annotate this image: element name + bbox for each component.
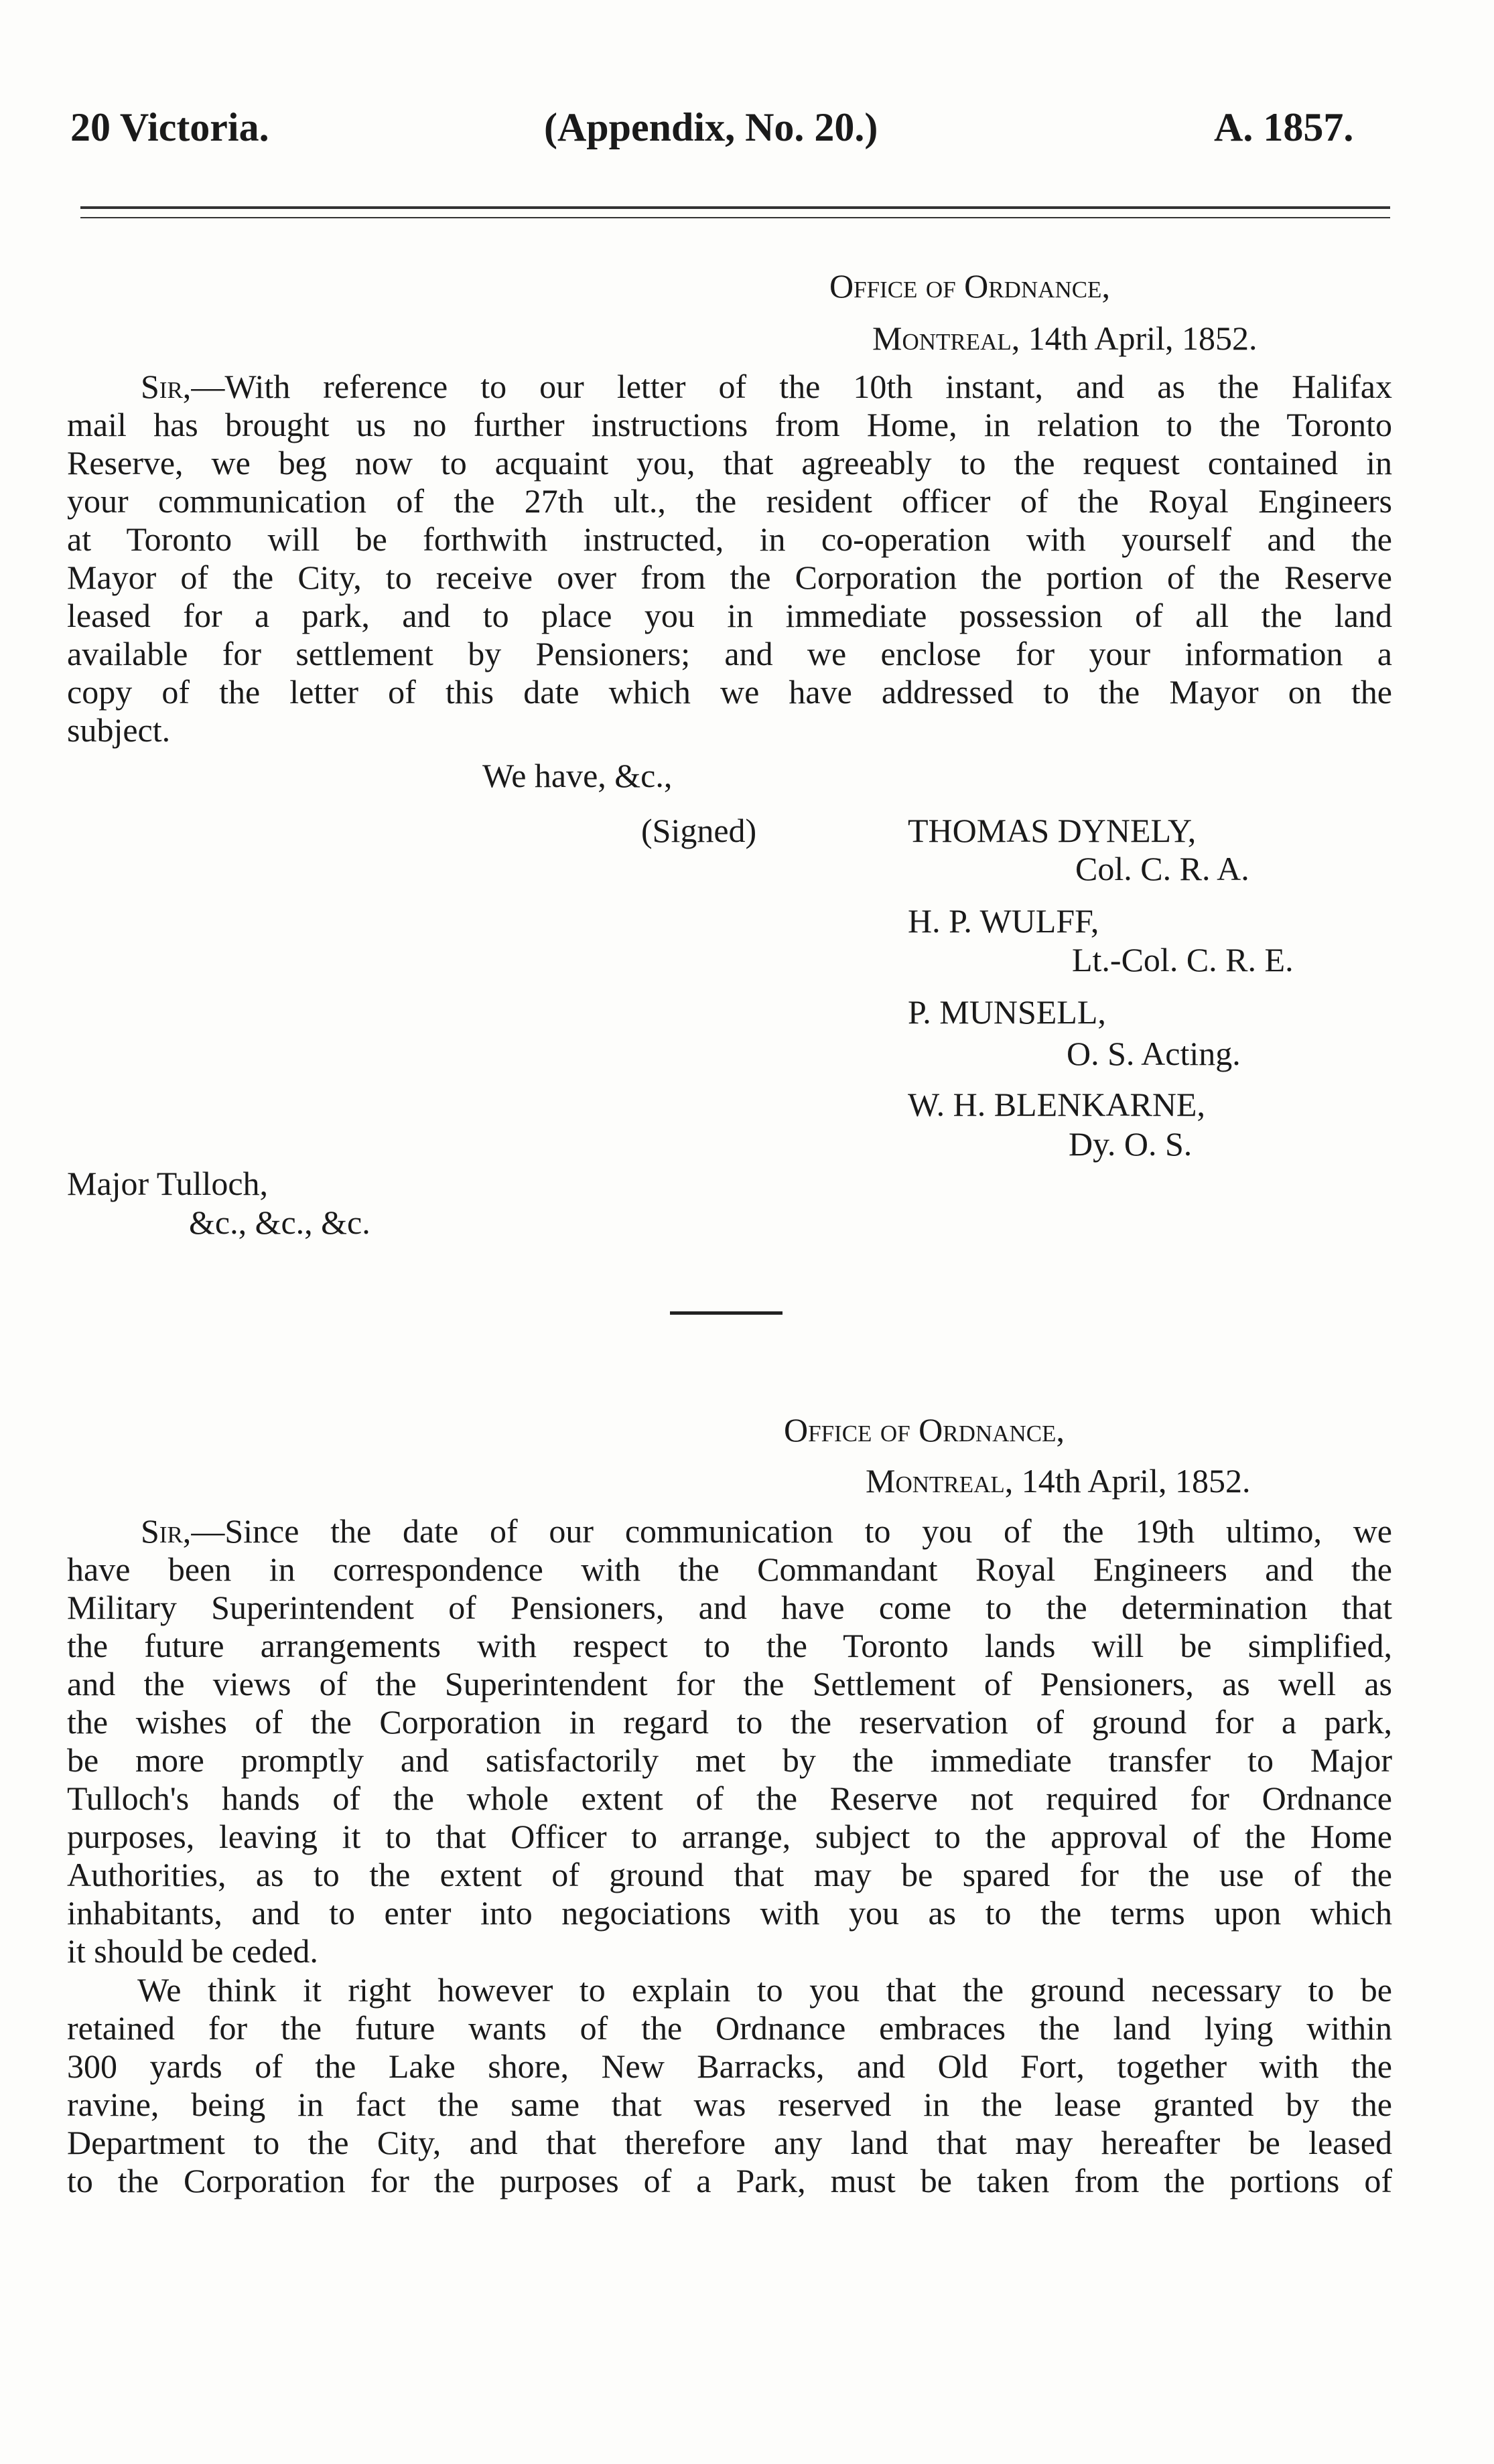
letter1-line: Mayor of the City, to receive over from the Corporation the portion of the Reserve: [67, 559, 1392, 596]
header-rule-thin: [80, 217, 1390, 218]
letter1-line: Reserve, we beg now to acquaint you, that agreeably to the request contained in: [67, 444, 1392, 482]
header-session: 20 Victoria.: [70, 105, 269, 149]
letter1-line: your communication of the 27th ult., the resident officer of the Royal Engineers: [67, 482, 1392, 520]
letter1-signed: (Signed): [641, 812, 757, 849]
letter1-line: subject.: [67, 711, 171, 749]
letter1-line: at Toronto will be forthwith instructed, in co-operation with yourself and the: [67, 520, 1392, 558]
letter2-line: We think it right however to explain to you that the ground necessary to be: [137, 1971, 1392, 2009]
letter1-line: available for settlement by Pensioners; and we enclose for your information a: [67, 635, 1392, 672]
letter2-salutation: Sir,: [141, 1512, 192, 1550]
letter2-date: 14th April, 1852.: [1021, 1462, 1251, 1500]
header-year: A. 1857.: [1214, 105, 1354, 149]
letter2-place: Montreal,: [866, 1462, 1014, 1500]
letter2-line: inhabitants, and to enter into negociations with you as to the terms upon which: [67, 1894, 1392, 1932]
signatory-name: W. H. BLENKARNE,: [908, 1086, 1205, 1123]
letter2-line: 300 yards of the Lake shore, New Barracks, and Old Fort, together with the: [67, 2047, 1392, 2085]
letter2-paragraph-2: [67, 1971, 1392, 2200]
signatory-name: P. MUNSELL,: [908, 993, 1106, 1031]
letter1-body: [67, 368, 1392, 749]
letter2-office: Office of Ordnance,: [784, 1411, 1065, 1449]
signatory-title: O. S. Acting.: [1067, 1035, 1241, 1072]
letter1-line: copy of the letter of this date which we have addressed to the Mayor on the: [67, 673, 1392, 711]
letter1-office: Office of Ordnance,: [829, 267, 1110, 305]
signatory-name: H. P. WULFF,: [908, 902, 1099, 940]
letter1-salutation: Sir,: [141, 368, 192, 405]
letter2-line: the future arrangements with respect to the Toronto lands will be simplified,: [67, 1627, 1392, 1664]
letter1-line: Sir,—With reference to our letter of the 10th instant, and as the Halifax: [141, 368, 1392, 405]
letter1-closing: We have, &c.,: [482, 757, 673, 794]
letter1-addressee-etc: &c., &c., &c.: [189, 1204, 370, 1241]
signatory-title: Dy. O. S.: [1069, 1125, 1193, 1163]
letter2-line: and the views of the Superintendent for the Settlement of Pensioners, as well as: [67, 1665, 1392, 1702]
letter1-place: Montreal,: [872, 319, 1020, 357]
letter2-line: it should be ceded.: [67, 1932, 318, 1970]
letter1-date: 14th April, 1852.: [1028, 319, 1258, 357]
letter2-line: purposes, leaving it to that Officer to arrange, subject to the approval of the Home: [67, 1818, 1392, 1855]
letter2-line: Military Superintendent of Pensioners, and have come to the determination that: [67, 1589, 1392, 1626]
letter1-line: mail has brought us no further instructions from Home, in relation to the Toronto: [67, 406, 1392, 443]
letter2-line: Authorities, as to the extent of ground that may be spared for the use of the: [67, 1856, 1392, 1893]
letter2-place-date: [866, 1464, 1250, 1498]
header-rule-thick: [80, 206, 1390, 209]
signatory-title: Col. C. R. A.: [1075, 850, 1249, 887]
letter2-line: have been in correspondence with the Commandant Royal Engineers and the: [67, 1550, 1392, 1588]
section-separator: [670, 1311, 783, 1315]
letter2-line: Sir,—Since the date of our communication to you of the 19th ultimo, we: [141, 1512, 1392, 1550]
letter2-line: to the Corporation for the purposes of a Park, must be taken from the portions of: [67, 2162, 1392, 2199]
letter1-line: leased for a park, and to place you in immediate possession of all the land: [67, 597, 1392, 634]
letter2-line: be more promptly and satisfactorily met by the immediate transfer to Major: [67, 1741, 1392, 1779]
letter1-addressee-name: Major Tulloch,: [67, 1165, 269, 1202]
letter2-paragraph-1: [67, 1512, 1392, 1970]
letter2-line: Tulloch's hands of the whole extent of the Reserve not required for Ordnance: [67, 1780, 1392, 1817]
letter2-line: the wishes of the Corporation in regard to the reservation of ground for a park,: [67, 1703, 1392, 1741]
header-appendix: (Appendix, No. 20.): [544, 105, 878, 149]
letter1-place-date: [872, 321, 1257, 355]
signatory-name: THOMAS DYNELY,: [908, 812, 1197, 849]
signatory-title: Lt.-Col. C. R. E.: [1072, 941, 1294, 979]
letter2-line: Department to the City, and that therefore any land that may hereafter be leased: [67, 2124, 1392, 2161]
letter2-line: retained for the future wants of the Ordnance embraces the land lying within: [67, 2009, 1392, 2047]
letter2-line: ravine, being in fact the same that was reserved in the lease granted by the: [67, 2086, 1392, 2123]
